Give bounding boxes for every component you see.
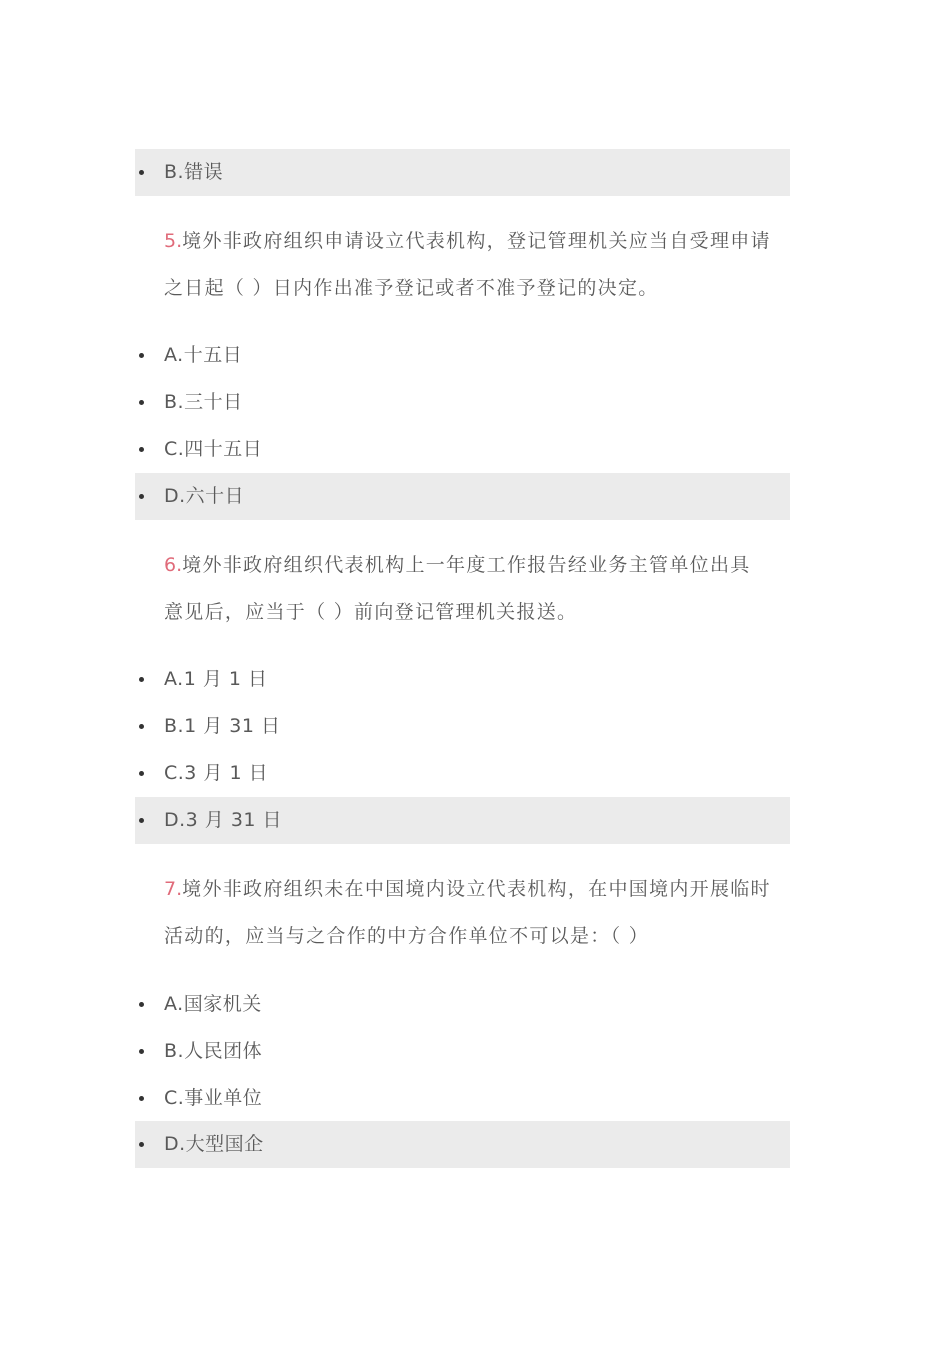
question-line: 意见后，应当于（ ）前向登记管理机关报送。 [164, 601, 578, 623]
option-5-c[interactable] [135, 426, 790, 473]
option-6-a[interactable] [135, 656, 790, 703]
question-number: 7. [164, 878, 183, 900]
option-label: A.1 月 1 日 [164, 668, 268, 690]
question-5-text [164, 218, 790, 312]
option-6-d[interactable] [135, 797, 790, 844]
option-label: A.国家机关 [164, 993, 262, 1015]
bullet-dot [139, 400, 144, 405]
option-label: B.人民团体 [164, 1040, 263, 1062]
option-7-c[interactable] [135, 1075, 790, 1122]
option-label: C.事业单位 [164, 1087, 263, 1109]
question-line: 之日起（ ）日内作出准予登记或者不准予登记的决定。 [164, 277, 659, 299]
option-label: D.大型国企 [164, 1133, 264, 1155]
option-label: B.错误 [164, 161, 224, 183]
question-6-text [164, 542, 790, 636]
option-label: B.1 月 31 日 [164, 715, 281, 737]
option-7-d[interactable] [135, 1121, 790, 1168]
option-label: A.十五日 [164, 344, 243, 366]
bullet-dot [139, 1049, 144, 1054]
option-7-b[interactable] [135, 1028, 790, 1075]
option-7-a[interactable] [135, 981, 790, 1028]
option-label: B.三十日 [164, 391, 243, 413]
option-5-b[interactable] [135, 379, 790, 426]
bullet-dot [139, 1096, 144, 1101]
question-line: 7.境外非政府组织未在中国境内设立代表机构，在中国境内开展临时 [164, 878, 771, 900]
question-line: 5.境外非政府组织申请设立代表机构，登记管理机关应当自受理申请 [164, 230, 771, 252]
option-label: D.3 月 31 日 [164, 809, 283, 831]
question-number: 6. [164, 554, 183, 576]
option-label: C.3 月 1 日 [164, 762, 269, 784]
bullet-dot [139, 724, 144, 729]
option-5-d[interactable] [135, 473, 790, 520]
question-line: 6.境外非政府组织代表机构上一年度工作报告经业务主管单位出具 [164, 554, 751, 576]
bullet-dot [139, 1002, 144, 1007]
option-6-b[interactable] [135, 703, 790, 750]
question-number: 5. [164, 230, 183, 252]
option-label: C.四十五日 [164, 438, 263, 460]
bullet-dot [139, 677, 144, 682]
bullet-dot [139, 818, 144, 823]
option-5-a[interactable] [135, 332, 790, 379]
bullet-dot [139, 353, 144, 358]
question-7-text [164, 866, 790, 960]
bullet-dot [139, 447, 144, 452]
bullet-dot [139, 1142, 144, 1147]
question-line: 活动的，应当与之合作的中方合作单位不可以是：（ ） [164, 925, 650, 947]
bullet-dot [139, 170, 144, 175]
option-6-c[interactable] [135, 750, 790, 797]
option-label: D.六十日 [164, 485, 245, 507]
bullet-dot [139, 771, 144, 776]
bullet-dot [139, 494, 144, 499]
option-prev-b[interactable] [135, 149, 790, 196]
